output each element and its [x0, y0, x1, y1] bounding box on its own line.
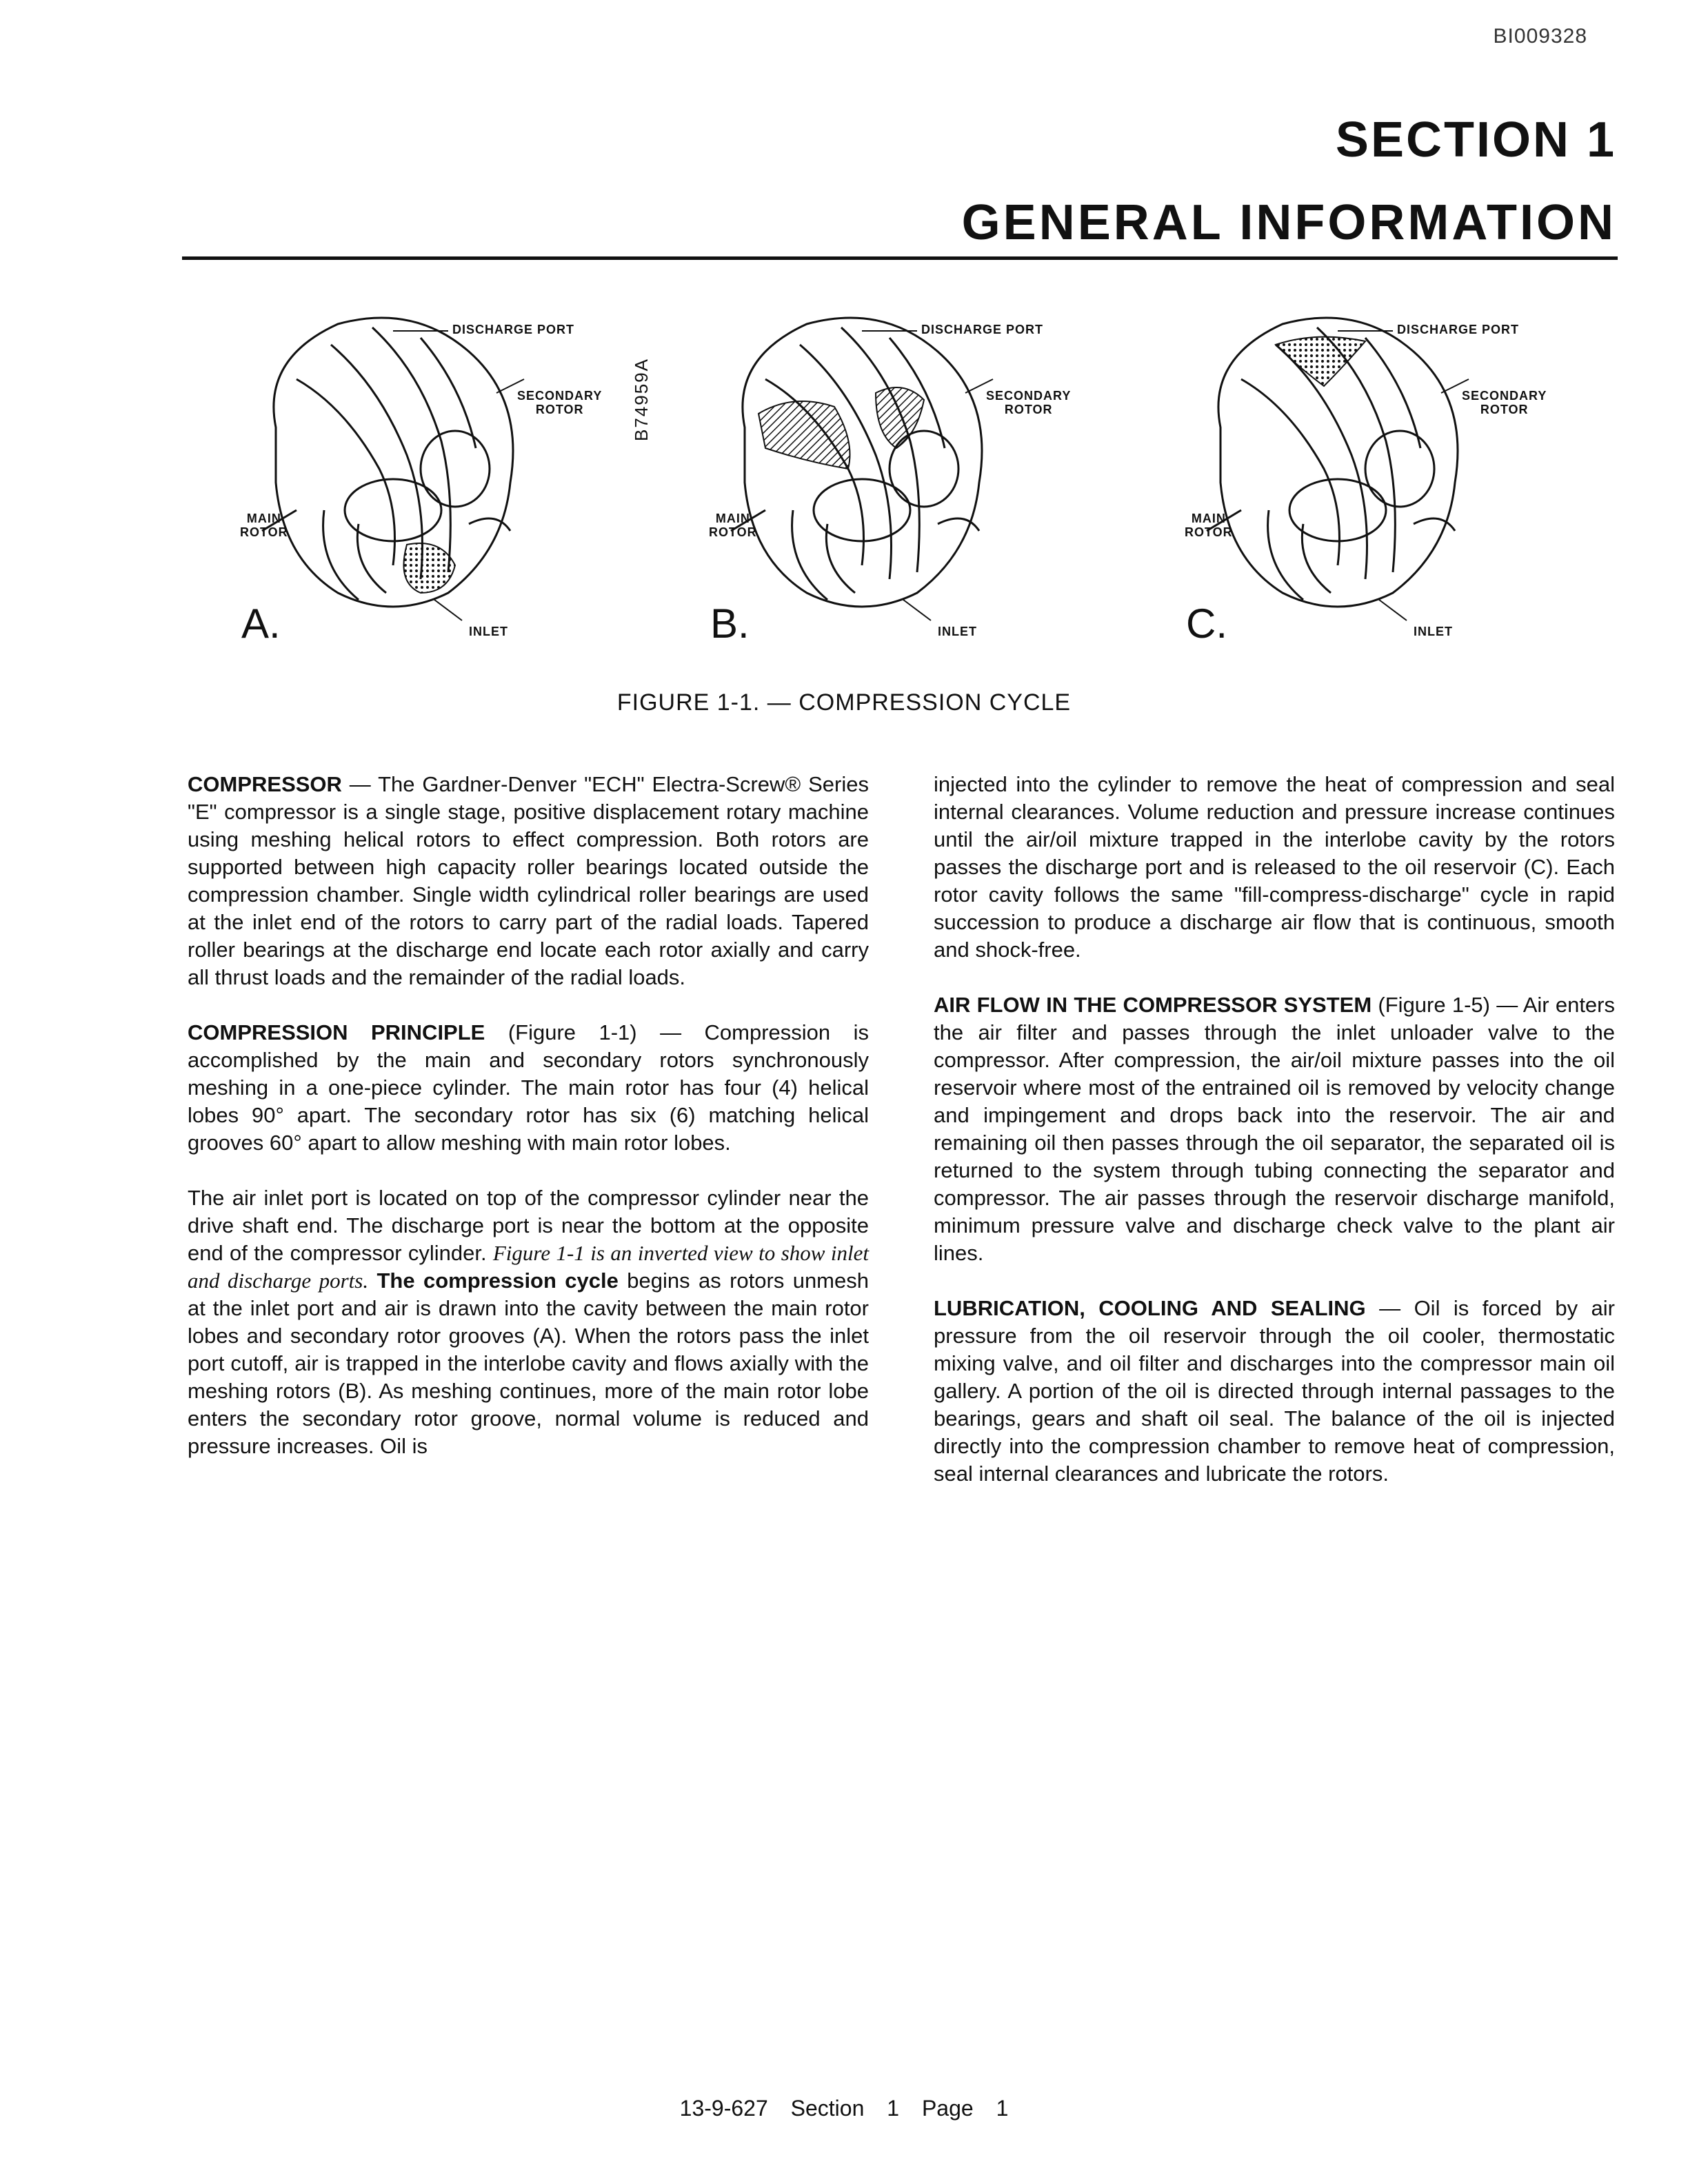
air-flow-heading: AIR FLOW IN THE COMPRESSOR SYSTEM [934, 993, 1372, 1017]
secondary-rotor-label: SECONDARY ROTOR [986, 389, 1072, 416]
rotor-illustration-a [221, 303, 676, 662]
panel-letter: A. [241, 600, 281, 647]
compression-cycle-term: compression cycle [423, 1268, 619, 1293]
inlet-label: INLET [1414, 625, 1453, 638]
figure-code: B74959A [631, 358, 652, 441]
figure-panel-c [1165, 303, 1620, 662]
inlet-port-text: The air inlet port is located on top of the compressor cylinder near the drive shaft end. The discharge port is near the bottom at the opposite end of the compressor cylinder. [188, 1186, 869, 1265]
lubrication-text: — Oil is forced by air pressure from the oil reservoir through the oil cooler, thermostatic mixing valve, and oil filter and discharges into the compressor main oil gallery. A portion of the oil is directed through internal passages to the bearings, gears and shaft oil seal. The balance of the oil is injected directly into the compression chamber to remove heat of compression, seal internal clearances and lubricate the rotors. [934, 1296, 1615, 1486]
secondary-rotor-label: SECONDARY ROTOR [517, 389, 603, 416]
main-rotor-label: MAIN ROTOR [1185, 512, 1233, 539]
panel-letter: B. [710, 600, 750, 647]
figure-panel-b [690, 303, 1145, 662]
compressor-text: — The Gardner-Denver "ECH" Electra-Screw® Series "E" compressor is a single stage, positive displacement rotary machine using meshing helical rotors to effect compression. Both rotors are supported between high capacity roller bearings located outside the compression chamber. Single width cylindrical roller bearings are used at the inlet end of the rotors to carry part of the radial loads. Tapered roller bearings at the discharge end locate each rotor axially and carry all thrust loads and the remainder of the radial loads. [188, 772, 869, 989]
compression-principle-text: (Figure 1-1) — Compression is accomplished by the main and secondary rotors synchronously meshing in a one-piece cylinder. The main rotor has four (4) helical lobes 90° apart. The secondary rotor has six (6) matching helical grooves 60° apart to allow meshing with main rotor lobes. [188, 1020, 869, 1155]
discharge-port-label: DISCHARGE PORT [1397, 323, 1520, 336]
panel-letter: C. [1186, 600, 1227, 647]
main-rotor-label: MAIN ROTOR [240, 512, 288, 539]
lubrication-heading: LUBRICATION, COOLING AND SEALING [934, 1296, 1366, 1320]
discharge-port-label: DISCHARGE PORT [452, 323, 575, 336]
main-rotor-label: MAIN ROTOR [709, 512, 757, 539]
compression-cycle-text: begins as rotors unmesh at the inlet port and air is drawn into the cavity between the main rotor lobes and secondary rotor grooves (A). When the rotors pass the inlet port cutoff, air is trapped in the interlobe cavity and flows axially with the meshing rotors (B). As meshing continues, more of the main rotor lobe enters the secondary rotor groove, normal volume is reduced and pressure increases. Oil is [188, 1268, 869, 1458]
section-subtitle: GENERAL INFORMATION [961, 195, 1616, 250]
inlet-label: INLET [469, 625, 508, 638]
right-column [934, 771, 1615, 1515]
left-column [188, 771, 869, 1488]
compression-cycle-figure [221, 303, 1586, 662]
inlet-label: INLET [938, 625, 977, 638]
oil-injection-text: injected into the cylinder to remove the heat of compression and seal internal clearances. Volume reduction and pressure increase continues until the air/oil mixture trapped in the interlobe cavity by the rotors passes the discharge port and is released to the oil reservoir (C). Each rotor cavity follows the same "fill-compress-discharge" cycle in rapid succession to produce a discharge air flow that is continuous, smooth and shock-free. [934, 772, 1615, 962]
inlet-port-paragraph [188, 1184, 869, 1460]
secondary-rotor-label: SECONDARY ROTOR [1462, 389, 1547, 416]
oil-injection-paragraph [934, 771, 1615, 964]
compression-principle-heading: COMPRESSION PRINCIPLE [188, 1020, 485, 1044]
compressor-paragraph [188, 771, 869, 991]
discharge-port-label: DISCHARGE PORT [921, 323, 1044, 336]
figure-note: Figure 1-1 is an inverted view to show inlet and discharge ports. [188, 1241, 869, 1293]
compressor-heading: COMPRESSOR [188, 772, 342, 796]
rotor-illustration-c [1165, 303, 1620, 662]
title-rule [182, 256, 1618, 260]
figure-caption: FIGURE 1-1. — COMPRESSION CYCLE [616, 689, 1072, 716]
the-bold: The [368, 1268, 415, 1293]
rotor-illustration-b [690, 303, 1145, 662]
air-flow-paragraph [934, 991, 1615, 1267]
lubrication-paragraph [934, 1295, 1615, 1488]
figure-panel-a [221, 303, 676, 662]
compression-principle-paragraph [188, 1019, 869, 1157]
section-title: SECTION 1 [1335, 112, 1616, 168]
air-flow-text: (Figure 1-5) — Air enters the air filter and passes through the inlet unloader valve to the compressor. After compression, the air/oil mixture passes into the oil reservoir where most of the entrained oil is removed by velocity change and impingement and drops back into the reservoir. The air and remaining oil then passes through the oil separator, the separated oil is returned to the system through tubing connecting the separator and compressor. The air passes through the reservoir discharge manifold, minimum pressure valve and discharge check valve to the plant air lines. [934, 993, 1616, 1265]
document-id: BI009328 [1493, 25, 1587, 48]
page-footer: 13-9-627 Section 1 Page 1 [679, 2096, 1009, 2121]
